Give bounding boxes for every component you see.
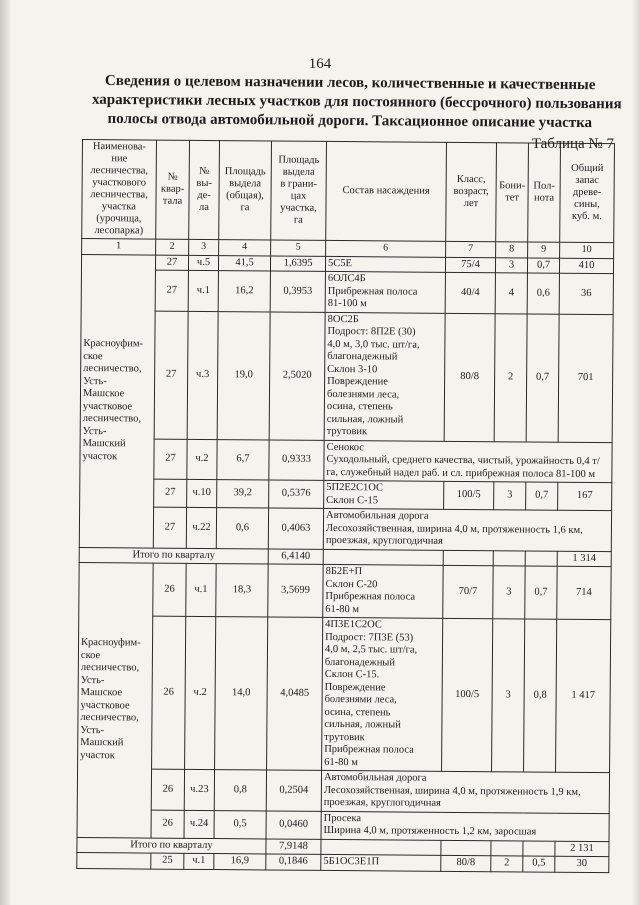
header-cell: № квар- тала xyxy=(156,140,190,239)
quarter-number-cell: 26 xyxy=(151,810,184,838)
density-cell: 0,6 xyxy=(527,273,559,314)
stand-composition-cell: 4П3Е1С2ОС Подрост: 7П3Е (53) 4,0 м, 2,5 тыс. шт/га, благонадежный Склон С-15. Повреждение болезнями леса, осина, степень сильная, ложный трутовик Прибрежная полоса 61-80 м xyxy=(322,617,443,771)
bonitet-cell: 3 xyxy=(492,619,525,772)
column-number: 10 xyxy=(560,242,614,258)
plot-number-cell: ч.3 xyxy=(187,311,218,439)
table-row xyxy=(78,615,611,772)
plot-area-cell: 0,8 xyxy=(214,770,266,811)
stand-composition-cell: Автомобильная дорога Лесохозяйственная, ширина 4,0 м, протяженность 1,9 км, проезжая, круглогодичная xyxy=(321,770,609,813)
area-in-boundary-cell: 0,5376 xyxy=(269,480,324,508)
table-row xyxy=(79,506,611,551)
empty-cell xyxy=(441,840,491,856)
plot-number-cell: ч.2 xyxy=(185,616,216,769)
column-number: 1 xyxy=(82,239,156,255)
table-row xyxy=(80,438,612,483)
plot-number-cell: ч.23 xyxy=(184,769,214,810)
plot-number-cell: ч.2 xyxy=(187,439,217,480)
table-row xyxy=(77,768,609,813)
table-row xyxy=(81,269,613,314)
column-number: 2 xyxy=(156,239,189,255)
density-cell: 0,8 xyxy=(524,619,557,772)
scan-shadow-right xyxy=(632,0,640,905)
plot-number-cell: ч.1 xyxy=(184,853,214,869)
density-cell: 0,7 xyxy=(526,482,558,510)
plot-area-cell: 39,2 xyxy=(217,480,269,508)
density-cell: 0,7 xyxy=(525,566,557,619)
total-stock-cell: 1 314 xyxy=(557,551,611,567)
column-number: 4 xyxy=(219,240,271,256)
empty-cell xyxy=(525,550,557,566)
area-in-boundary-cell: 0,1846 xyxy=(266,854,321,870)
plot-area-cell: 14,0 xyxy=(215,617,268,770)
area-in-boundary-cell: 2,5020 xyxy=(269,311,325,439)
bonitet-cell: 3 xyxy=(493,566,525,619)
header-row xyxy=(82,140,615,243)
column-number: 6 xyxy=(326,240,446,256)
plot-number-cell: ч.5 xyxy=(188,255,218,271)
plot-area-cell: 19,0 xyxy=(217,311,270,439)
area-in-boundary-cell: 0,0460 xyxy=(266,810,321,838)
stand-composition-cell: Автомобильная дорога Лесохозяйственная, ширина 4,0 м, протяженность 1,6 км, проезжая, круглогодичная xyxy=(323,508,611,551)
quarter-number-cell: 25 xyxy=(151,853,184,869)
total-area-cell: 6,4140 xyxy=(268,548,323,564)
area-in-boundary-cell: 3,5699 xyxy=(268,564,323,617)
empty-cell xyxy=(493,550,525,566)
bonitet-cell: 4 xyxy=(495,273,527,314)
density-cell: 0,7 xyxy=(527,258,559,274)
age-class-cell: 100/5 xyxy=(444,481,494,509)
plot-number-cell: ч.24 xyxy=(184,810,214,838)
stand-composition-cell: 5Б1ОС3Е1П xyxy=(321,854,441,870)
empty-cell xyxy=(323,549,443,565)
quarter-number-cell: 27 xyxy=(153,507,186,548)
table-row xyxy=(77,852,609,872)
header-cell: Общий запас древе- сины, куб. м. xyxy=(560,143,615,242)
timber-stock-cell: 714 xyxy=(557,566,611,619)
header-cell: Бони- тет xyxy=(496,143,529,242)
stand-composition-cell: Просека Ширина 4,0 м, протяженность 1,2 км, заросшая xyxy=(321,811,609,841)
header-cell: Класс, возраст, лет xyxy=(446,142,497,241)
bonitet-cell: 2 xyxy=(491,856,523,872)
plot-area-cell: 18,3 xyxy=(216,564,268,617)
header-cell: Пол- нота xyxy=(528,143,561,242)
timber-stock-cell: 701 xyxy=(558,314,613,442)
table-row xyxy=(80,310,613,442)
empty-cell xyxy=(523,840,555,856)
density-cell: 0,7 xyxy=(526,314,559,442)
area-in-boundary-cell: 0,3953 xyxy=(270,271,325,312)
stand-composition-cell: Сенокос Суходольный, среднего качества, чистый, урожайность 0,4 т/га, служебный надел раб. и сл. прибрежная полоса 81-100 м xyxy=(324,440,612,483)
plot-area-cell: 0,5 xyxy=(214,810,266,838)
table-body xyxy=(77,140,615,873)
bonitet-cell: 3 xyxy=(494,482,526,510)
bonitet-cell: 2 xyxy=(494,313,527,441)
total-area-cell: 7,9148 xyxy=(266,838,321,854)
stand-composition-cell: 6ОЛС4Б Прибрежная полоса 81-100 м xyxy=(325,271,445,312)
forestry-name-cell: Красноуфим- ское лесничество, Усть- Машское участковое лесничество, Усть- Машский участок xyxy=(79,254,155,548)
total-stock-cell: 2 131 xyxy=(555,841,609,857)
timber-stock-cell: 36 xyxy=(559,273,613,314)
quarter-number-cell: 26 xyxy=(151,769,184,810)
header-cell: Площадь выдела в грани- цах участка, га xyxy=(271,141,327,240)
empty-cell xyxy=(321,839,441,855)
age-class-cell: 80/8 xyxy=(441,855,491,871)
empty-cell xyxy=(77,852,151,868)
column-number: 5 xyxy=(271,240,326,256)
stand-composition-cell: 5С5Е xyxy=(325,256,445,272)
plot-area-cell: 41,5 xyxy=(218,255,270,271)
age-class-cell: 40/4 xyxy=(445,272,495,313)
quarter-number-cell: 27 xyxy=(154,439,187,480)
plot-area-cell: 16,2 xyxy=(218,271,270,312)
area-in-boundary-cell: 4,0485 xyxy=(267,617,323,770)
density-cell: 0,5 xyxy=(523,856,555,872)
column-number: 8 xyxy=(496,242,528,258)
stand-composition-cell: 8ОС2Б Подрост: 8П2Е (30) 4,0 м, 3,0 тыс. шт/га, благонадежный Склон 3-10 Повреждение болезнями леса, осина, степень сильная, ложный трутовик xyxy=(324,312,445,441)
timber-stock-cell: 410 xyxy=(559,258,613,274)
table-label: Таблица № 7 xyxy=(531,136,614,152)
table-row xyxy=(79,562,611,619)
timber-stock-cell: 167 xyxy=(558,482,612,510)
age-class-cell: 75/4 xyxy=(445,257,495,273)
quarter-number-cell: 26 xyxy=(153,563,186,616)
total-label-cell: Итого по кварталу xyxy=(77,837,266,854)
title-line: Сведения о целевом назначении лесов, количественные и качественные xyxy=(104,72,596,94)
table-row xyxy=(77,809,609,841)
area-in-boundary-cell: 0,9333 xyxy=(269,439,324,480)
timber-stock-cell: 1 417 xyxy=(556,619,611,772)
age-class-cell: 70/7 xyxy=(443,565,493,618)
header-cell: Состав насаждения xyxy=(326,141,447,241)
quarter-number-cell: 26 xyxy=(152,616,186,769)
title-line: характеристики лесных участков для постоянного (бессрочного) пользования xyxy=(91,91,622,113)
quarter-number-cell: 27 xyxy=(155,270,188,311)
quarter-number-cell: 27 xyxy=(155,255,188,271)
quarter-number-cell: 27 xyxy=(154,311,188,439)
stand-composition-cell: 5П2Е2С1ОС Склон С-15 xyxy=(324,480,444,509)
empty-cell xyxy=(491,840,523,856)
total-label-cell: Итого по кварталу xyxy=(79,547,268,564)
title-line: полосы отвода автомобильной дороги. Таксационное описание участка xyxy=(107,110,593,132)
column-number: 7 xyxy=(446,241,496,257)
table-row xyxy=(80,478,612,510)
area-in-boundary-cell: 0,2504 xyxy=(266,770,321,811)
header-cell: № вы- де- ла xyxy=(189,140,220,239)
plot-area-cell: 0,6 xyxy=(216,508,268,549)
age-class-cell: 100/5 xyxy=(442,618,493,771)
scan-shadow-left xyxy=(0,0,10,905)
taxation-table xyxy=(76,139,615,873)
plot-number-cell: ч.1 xyxy=(186,563,216,616)
page-number: 164 xyxy=(308,56,332,72)
column-number: 9 xyxy=(528,242,560,258)
empty-cell xyxy=(443,550,493,566)
plot-area-cell: 6,7 xyxy=(217,439,269,480)
column-number: 3 xyxy=(189,239,219,255)
area-in-boundary-cell: 1,6395 xyxy=(270,255,325,271)
plot-number-cell: ч.10 xyxy=(187,479,217,507)
forestry-name-cell: Красноуфим- ское лесничество, Усть- Машское участковое лесничество, Усть- Машский участок xyxy=(77,562,153,837)
age-class-cell: 80/8 xyxy=(444,313,495,441)
bonitet-cell: 3 xyxy=(495,257,527,273)
plot-area-cell: 16,9 xyxy=(214,854,266,870)
timber-stock-cell: 30 xyxy=(555,856,609,872)
plot-number-cell: ч.22 xyxy=(186,507,216,548)
quarter-number-cell: 27 xyxy=(154,479,187,507)
document-title xyxy=(91,72,622,134)
plot-number-cell: ч.1 xyxy=(188,270,218,311)
header-cell: Наименова- ние лесничества, участкового лесничества, участка (урочища, лесопарка) xyxy=(82,140,157,240)
header-cell: Площадь выдела (общая), га xyxy=(219,141,272,240)
area-in-boundary-cell: 0,4063 xyxy=(268,508,323,549)
stand-composition-cell: 8Б2Е+П Склон С-20 Прибрежная полоса 61-80 м xyxy=(323,564,443,618)
